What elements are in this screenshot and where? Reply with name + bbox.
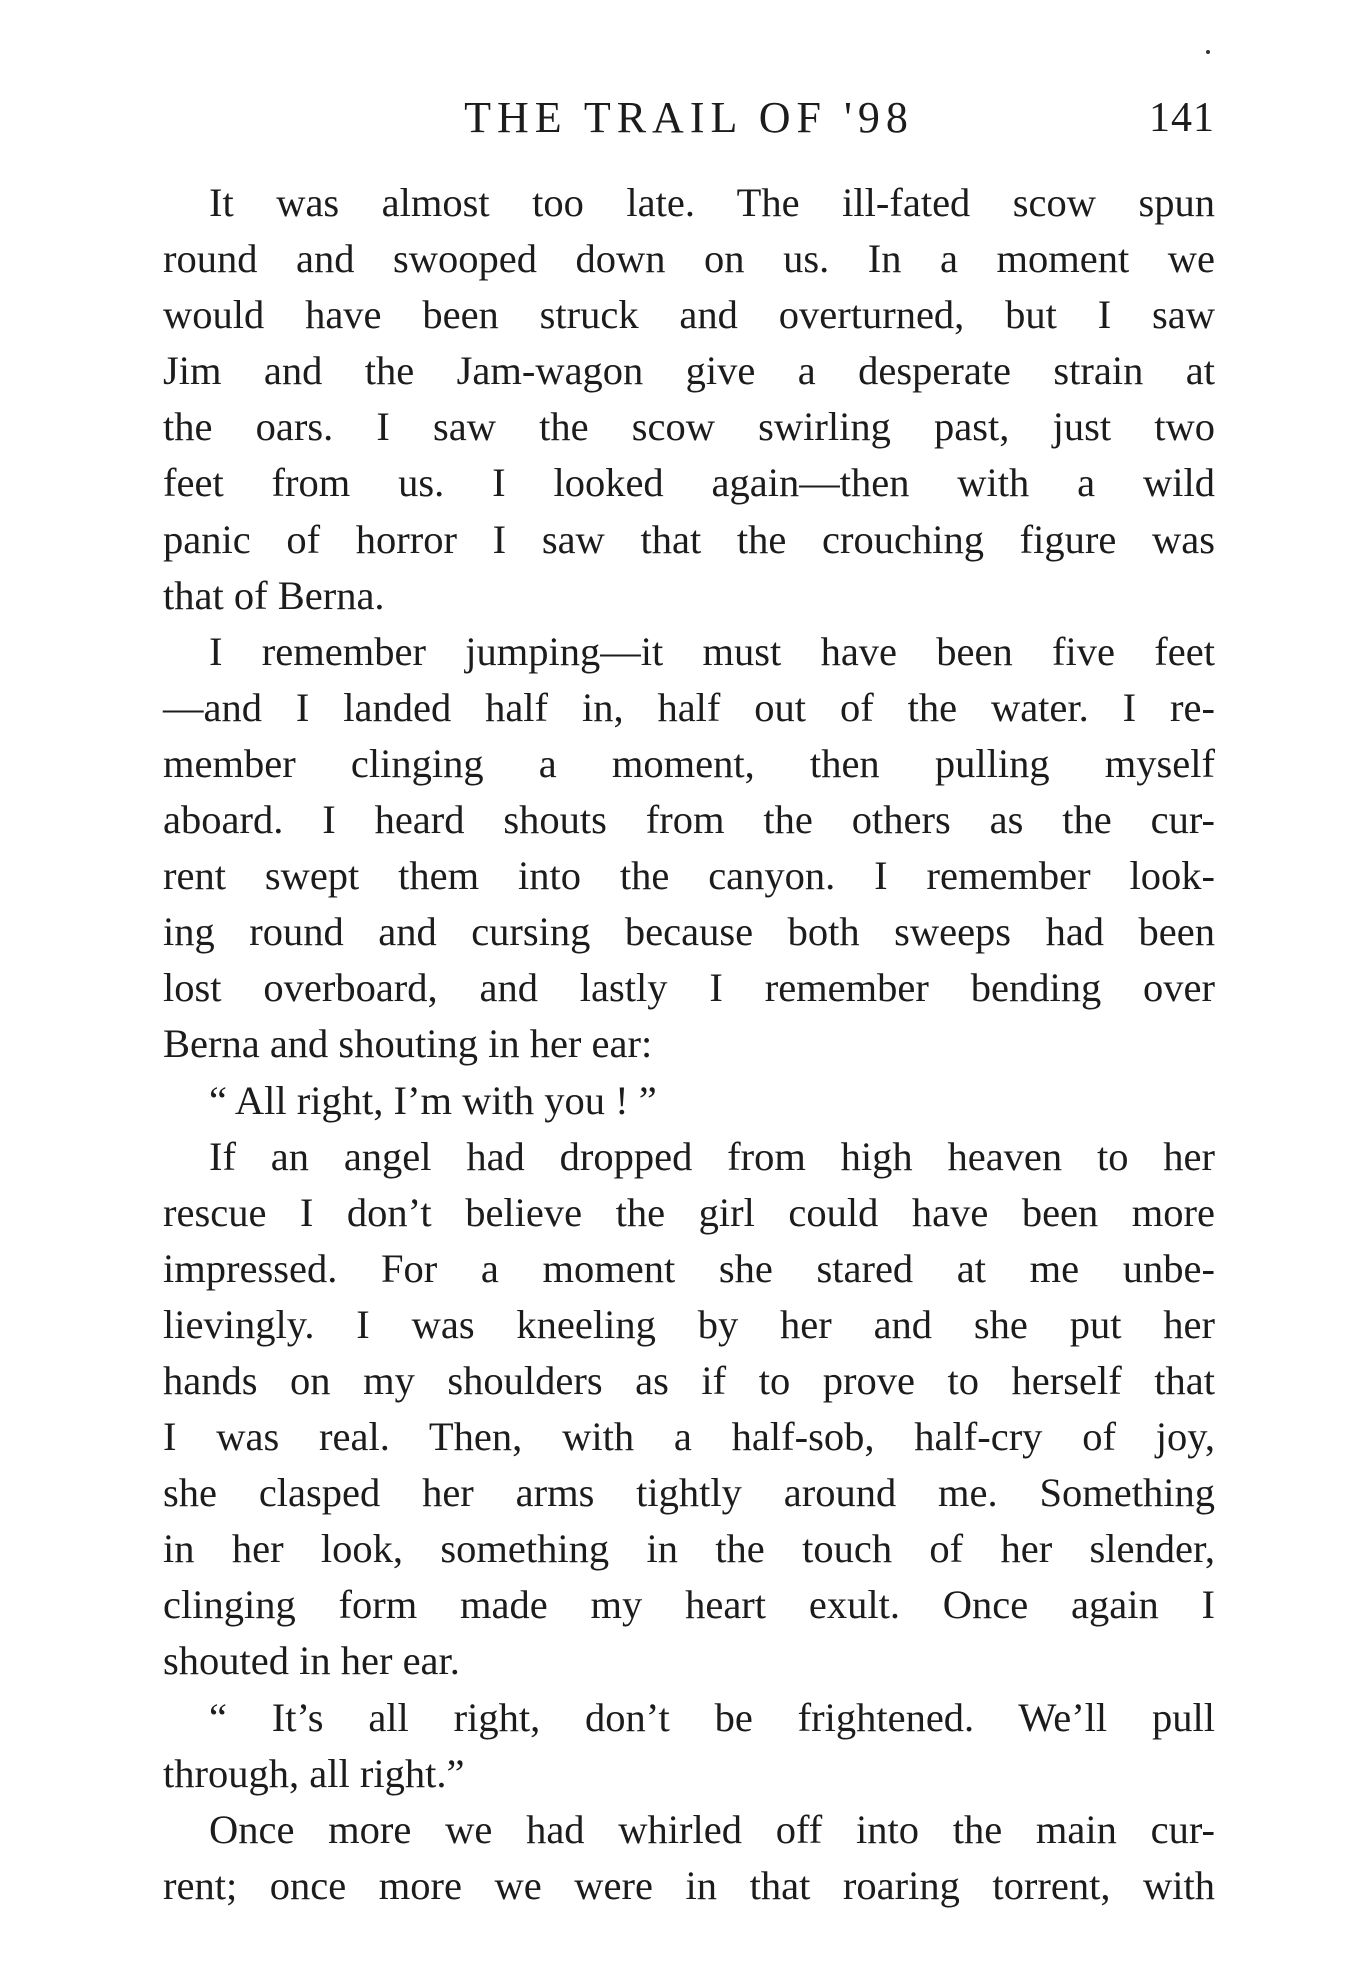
text-line: I was real. Then, with a half-sob, half-cry of joy, bbox=[163, 1414, 1215, 1460]
text-line: Berna and shouting in her ear: bbox=[163, 1021, 653, 1067]
text-line: would have been struck and overturned, but I saw bbox=[163, 292, 1215, 338]
text-line: panic of horror I saw that the crouching figure was bbox=[163, 516, 1215, 562]
text-line: rent; once more we were in that roaring torrent, with bbox=[163, 1862, 1215, 1908]
body-text bbox=[163, 175, 1215, 1914]
text-line: “ It’s all right, don’t be frightened. We’ll pull bbox=[209, 1694, 1215, 1740]
text-line: impressed. For a moment she stared at me unbe- bbox=[163, 1245, 1215, 1291]
print-speck bbox=[1206, 50, 1210, 54]
text-line: through, all right.” bbox=[163, 1750, 465, 1796]
text-line: If an angel had dropped from high heaven to her bbox=[209, 1133, 1215, 1179]
text-line: she clasped her arms tightly around me. Something bbox=[163, 1470, 1215, 1516]
paragraph bbox=[163, 1690, 1215, 1802]
paragraph bbox=[163, 1802, 1215, 1914]
text-line: lost overboard, and lastly I remember bending over bbox=[163, 965, 1215, 1011]
text-line: lievingly. I was kneeling by her and she put her bbox=[163, 1301, 1215, 1347]
text-line: rent swept them into the canyon. I remember look- bbox=[163, 853, 1215, 899]
text-line: aboard. I heard shouts from the others as the cur- bbox=[163, 797, 1215, 843]
text-line: rescue I don’t believe the girl could have been more bbox=[163, 1189, 1215, 1235]
text-line: that of Berna. bbox=[163, 572, 385, 618]
text-line: “ All right, I’m with you ! ” bbox=[209, 1077, 657, 1123]
paragraph bbox=[163, 1129, 1215, 1690]
page-header bbox=[163, 88, 1215, 148]
text-line: hands on my shoulders as if to prove to herself that bbox=[163, 1357, 1215, 1403]
text-line: Jim and the Jam-wagon give a desperate strain at bbox=[163, 348, 1215, 394]
running-title: THE TRAIL OF '98 bbox=[464, 93, 914, 142]
text-line: member clinging a moment, then pulling myself bbox=[163, 740, 1215, 786]
text-line: round and swooped down on us. In a moment we bbox=[163, 236, 1215, 282]
text-line: I remember jumping—it must have been five feet bbox=[209, 628, 1215, 674]
paragraph bbox=[163, 1073, 1215, 1129]
text-line: in her look, something in the touch of her slender, bbox=[163, 1526, 1215, 1572]
text-line: feet from us. I looked again—then with a wild bbox=[163, 460, 1215, 506]
page-number: 141 bbox=[1149, 95, 1215, 141]
text-line: —and I landed half in, half out of the water. I re- bbox=[163, 684, 1215, 730]
paragraph bbox=[163, 624, 1215, 1073]
text-line: the oars. I saw the scow swirling past, just two bbox=[163, 404, 1215, 450]
text-line: It was almost too late. The ill-fated scow spun bbox=[209, 180, 1215, 225]
paragraph bbox=[163, 175, 1215, 624]
text-line: ing round and cursing because both sweeps had been bbox=[163, 909, 1215, 955]
text-line: Once more we had whirled off into the main cur- bbox=[209, 1806, 1215, 1852]
text-line: clinging form made my heart exult. Once again I bbox=[163, 1582, 1215, 1628]
text-line: shouted in her ear. bbox=[163, 1638, 460, 1684]
